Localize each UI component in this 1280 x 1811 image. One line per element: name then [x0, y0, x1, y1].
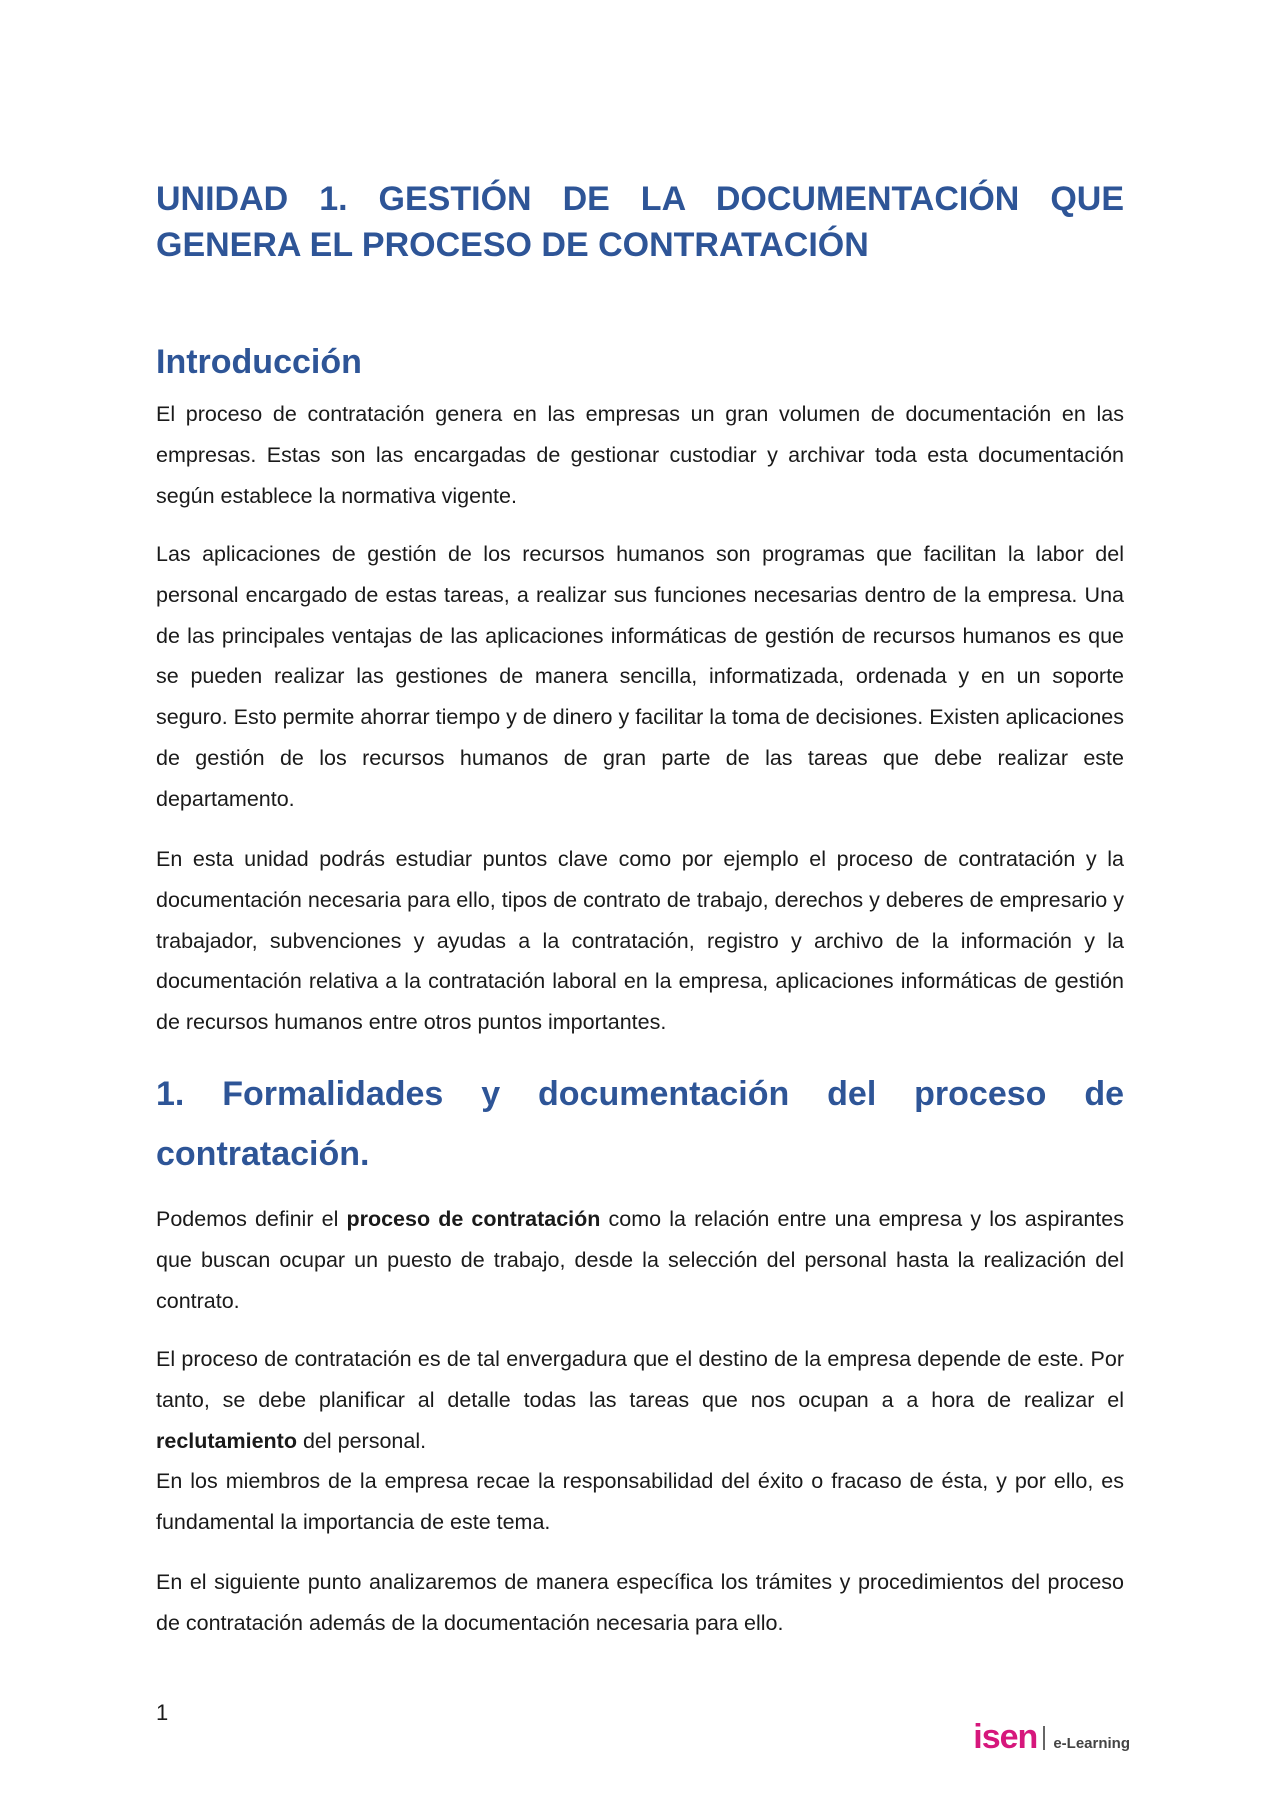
section-1-p2-text-after: del personal. [296, 1428, 427, 1453]
section-1-p1-text-after: como la relación entre una empresa y los aspirantes que buscan ocupar un puesto de trabajo, desde la selección del personal hasta la realización del contrato. [156, 1207, 1124, 1313]
section-1-p1-text-before: Podemos definir el [156, 1207, 347, 1231]
section-1-paragraph-4-block [156, 1562, 1124, 1644]
unit-title [156, 176, 1124, 268]
logo-subtitle: e-Learning [1053, 1735, 1130, 1752]
page-number: 1 [156, 1700, 169, 1725]
section-1-paragraph-1 [156, 1199, 1124, 1321]
section-1-p2-text-before: El proceso de contratación es de tal envergadura que el destino de la empresa depende de este. Por tanto, se debe planificar al detalle todas las tareas que nos ocupan a a hora de realizar el [156, 1347, 1124, 1412]
intro-paragraph-3: En esta unidad podrás estudiar puntos clave como por ejemplo el proceso de contratación y la documentación necesaria para ello, tipos de contrato de trabajo, derechos y deberes de empresario y trabajador, subvenciones y ayudas a la contratación, registro y archivo de la información y la documentación relativa a la contratación laboral en la empresa, aplicaciones informáticas de gestión de recursos humanos entre otros puntos importantes. [156, 847, 1124, 1035]
logo-brand: isen [973, 1718, 1038, 1756]
section-1-heading [156, 1064, 1124, 1184]
intro-paragraph-3-block [156, 839, 1124, 1043]
section-1-p1-bold-term: proceso de contratación [346, 1207, 601, 1231]
section-1-heading-line-1: 1. Formalidades y documentación del proceso de [156, 1075, 1124, 1113]
intro-paragraph-2: Las aplicaciones de gestión de los recursos humanos son programas que facilitan la labor del personal encargado de estas tareas, a realizar sus funciones necesarias dentro de la empresa. Una de las principales ventajas de las aplicaciones informáticas de gestión de recursos humanos es que se pueden realizar las gestiones de manera sencilla, informatizada, ordenada y en un soporte seguro. Esto permite ahorrar tiempo y de dinero y facilitar la toma de decisiones. Existen aplicaciones de gestión de los recursos humanos de gran parte de las tareas que debe realizar este departamento. [156, 542, 1124, 811]
intro-paragraph-1: El proceso de contratación genera en las empresas un gran volumen de documentación en las empresas. Estas son las encargadas de gestionar custodiar y archivar toda esta documentación según establece la normativa vigente. [156, 402, 1124, 508]
intro-paragraph-1-block [156, 394, 1124, 516]
section-1-paragraph-1-block [156, 1199, 1124, 1321]
intro-heading: Introducción [156, 343, 362, 381]
isen-elearning-logo [973, 1718, 1130, 1757]
section-1-paragraph-3: En los miembros de la empresa recae la responsabilidad del éxito o fracaso de ésta, y por ello, es fundamental la importancia de este tema. [156, 1469, 1124, 1535]
section-1-paragraph-4: En el siguiente punto analizaremos de manera específica los trámites y procedimientos del proceso de contratación además de la documentación necesaria para ello. [156, 1570, 1124, 1635]
intro-paragraph-2-block [156, 534, 1124, 820]
section-1-paragraph-2 [156, 1339, 1124, 1461]
logo-divider [1043, 1726, 1045, 1750]
section-1-paragraph-2-block [156, 1339, 1124, 1543]
section-1-heading-line-2: contratación. [156, 1135, 370, 1173]
section-1-p2-bold-term: reclutamiento [156, 1428, 297, 1453]
unit-title-line-2: GENERA EL PROCESO DE CONTRATACIÓN [156, 226, 869, 264]
unit-title-line-1: UNIDAD 1. GESTIÓN DE LA DOCUMENTACIÓN QUE [156, 180, 1124, 218]
